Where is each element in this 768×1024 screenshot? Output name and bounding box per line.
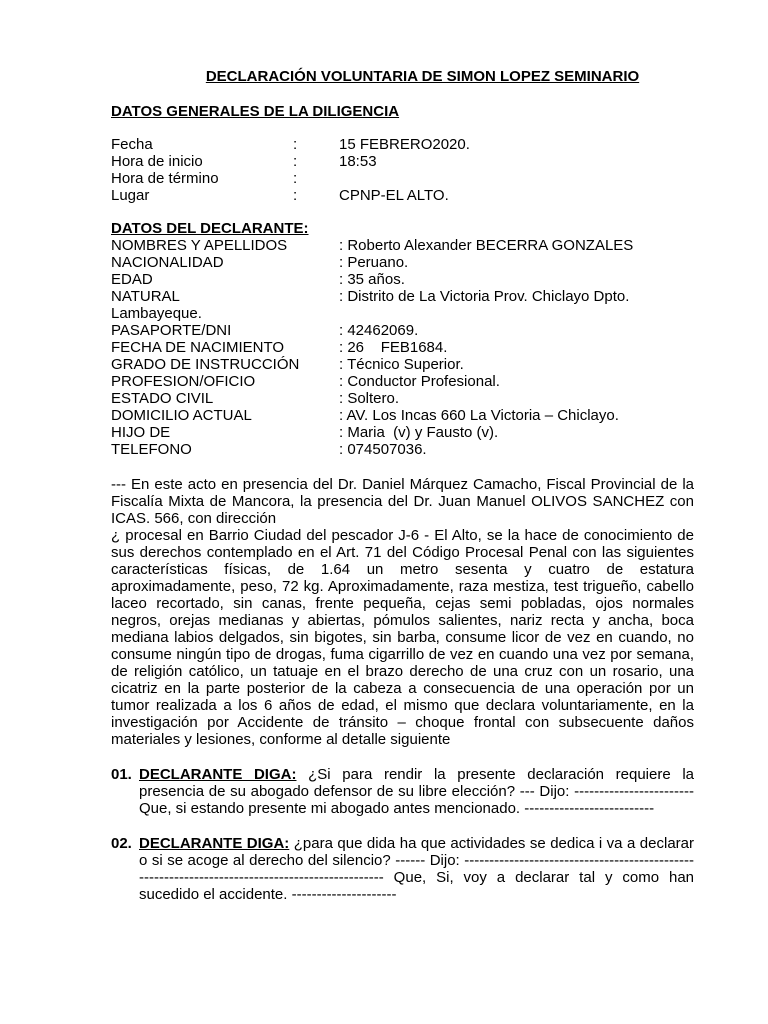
general-row-hora-inicio xyxy=(111,153,470,170)
narrative-intro: --- En este acto en presencia del Dr. Daniel Márquez Camacho, Fiscal Provincial de la Fiscalía Mixta de Mancora, la presencia del Dr. Juan Manuel OLIVOS SANCHEZ con ICAS. 566, con dirección xyxy=(111,476,694,527)
field-label: PASAPORTE/DNI xyxy=(111,322,232,339)
declarant-row-dni xyxy=(111,322,633,339)
declarant-row-parents xyxy=(111,424,633,441)
field-separator: : xyxy=(293,153,298,170)
field-value xyxy=(339,170,470,187)
question-number: 02. xyxy=(111,835,132,852)
general-data-table xyxy=(111,136,470,204)
declarant-row-names xyxy=(111,237,633,254)
field-label: Lambayeque. xyxy=(111,305,202,322)
question-body xyxy=(139,835,694,903)
field-value: : Conductor Profesional. xyxy=(339,373,500,390)
question-02 xyxy=(111,835,694,903)
declarant-data-table xyxy=(111,237,633,458)
declarant-row-nationality xyxy=(111,254,633,271)
field-separator: : xyxy=(293,187,298,204)
field-separator: : xyxy=(293,136,298,153)
declarant-row-natural-continued xyxy=(111,305,633,322)
field-value: : Peruano. xyxy=(339,254,409,271)
question-number: 01. xyxy=(111,766,132,783)
declarant-row-occupation xyxy=(111,373,633,390)
field-value: 18:53 xyxy=(339,153,377,170)
field-label: Hora de inicio xyxy=(111,153,203,170)
declarant-row-birthdate xyxy=(111,339,633,356)
field-value: : 26 FEB1684. xyxy=(339,339,448,356)
document-page xyxy=(111,68,694,903)
question-body xyxy=(139,766,694,817)
field-label: GRADO DE INSTRUCCIÓN xyxy=(111,356,300,373)
field-value: : Roberto Alexander BECERRA GONZALES xyxy=(339,237,634,254)
general-row-hora-termino xyxy=(111,170,470,187)
field-label: PROFESION/OFICIO xyxy=(111,373,256,390)
general-row-lugar xyxy=(111,187,470,204)
narrative-body: ¿ procesal en Barrio Ciudad del pescador J-6 - El Alto, se la hace de conocimiento de sus derechos contemplado en el Art. 71 del Código Procesal Penal con las siguientes características físicas, de 1.64 un metro sesenta y cuatro de estatura aproximadamente, peso, 72 kg. Aproximadamente, raza mestiza, test trigueño, cabello laceo recortado, sin canas, frente pequeña, cejas semi pobladas, ojos normales negros, orejas medianas y abiertas, pómulos salientes, nariz recta y ancha, boca mediana labios delgados, sin bigotes, sin barba, consume licor de vez en cuando, no consume ningún tipo de drogas, fuma cigarrillo de vez en cuando una vez por semana, de religión católico, un tatuaje en el brazo derecho de una cruz con un rosario, una cicatriz en la parte posterior de la cabeza a consecuencia de una operación por un tumor realizada a los 6 años de edad, el mismo que declara voluntariamente, en la investigación por Accidente de tránsito – choque frontal con subsecuente daños materiales y lesiones, conforme al detalle siguiente xyxy=(111,527,694,748)
declarant-row-address xyxy=(111,407,633,424)
field-value: 15 FEBRERO2020. xyxy=(339,136,470,153)
field-value: : Soltero. xyxy=(339,390,400,407)
field-value: : Maria (v) y Fausto (v). xyxy=(339,424,499,441)
field-label: NACIONALIDAD xyxy=(111,254,224,271)
declarant-row-civil-status xyxy=(111,390,633,407)
field-value: : 42462069. xyxy=(339,322,419,339)
declarant-row-natural xyxy=(111,288,633,305)
declarant-row-phone xyxy=(111,441,633,458)
question-text: ¿Si para rendir la presente declaración requiere la presencia de su abogado defensor de su libre elección? --- Dijo: ------------------------ Que, si estando presente mi abogado antes mencionado. -------------------------- xyxy=(139,766,695,817)
question-01 xyxy=(111,766,694,817)
field-value xyxy=(339,305,633,322)
field-label: Fecha xyxy=(111,136,153,153)
declarant-row-education xyxy=(111,356,633,373)
field-label: DOMICILIO ACTUAL xyxy=(111,407,252,424)
field-separator: : xyxy=(293,170,298,187)
field-label: HIJO DE xyxy=(111,424,171,441)
field-value: : Distrito de La Victoria Prov. Chiclayo Dpto. xyxy=(339,288,630,305)
field-label: EDAD xyxy=(111,271,153,288)
declarant-row-age xyxy=(111,271,633,288)
field-value: : 35 años. xyxy=(339,271,405,288)
field-label: NOMBRES Y APELLIDOS xyxy=(111,237,288,254)
field-value: CPNP-EL ALTO. xyxy=(339,187,449,204)
general-data-heading: DATOS GENERALES DE LA DILIGENCIA xyxy=(111,103,400,120)
field-label: FECHA DE NACIMIENTO xyxy=(111,339,285,356)
general-row-fecha xyxy=(111,136,470,153)
question-lead: DECLARANTE DIGA: xyxy=(139,835,290,852)
field-label: NATURAL xyxy=(111,288,180,305)
field-label: TELEFONO xyxy=(111,441,192,458)
declarant-heading: DATOS DEL DECLARANTE: xyxy=(111,220,309,237)
field-value: : 074507036. xyxy=(339,441,427,458)
field-label: Lugar xyxy=(111,187,150,204)
question-lead: DECLARANTE DIGA: xyxy=(139,766,297,783)
document-title: DECLARACIÓN VOLUNTARIA DE SIMON LOPEZ SEMINARIO xyxy=(205,68,640,85)
question-text: ¿para que dida ha que actividades se dedica i va a declarar o si se acoge al derecho del silencio? ------ Dijo: ----------------------------------------------------------------------------------------------- Que, Si, voy a declarar tal y como han sucedido el accidente. --------------------- xyxy=(139,835,694,903)
field-label: Hora de término xyxy=(111,170,219,187)
field-value: : Técnico Superior. xyxy=(339,356,464,373)
field-value: : AV. Los Incas 660 La Victoria – Chiclayo. xyxy=(339,407,619,424)
field-label: ESTADO CIVIL xyxy=(111,390,214,407)
